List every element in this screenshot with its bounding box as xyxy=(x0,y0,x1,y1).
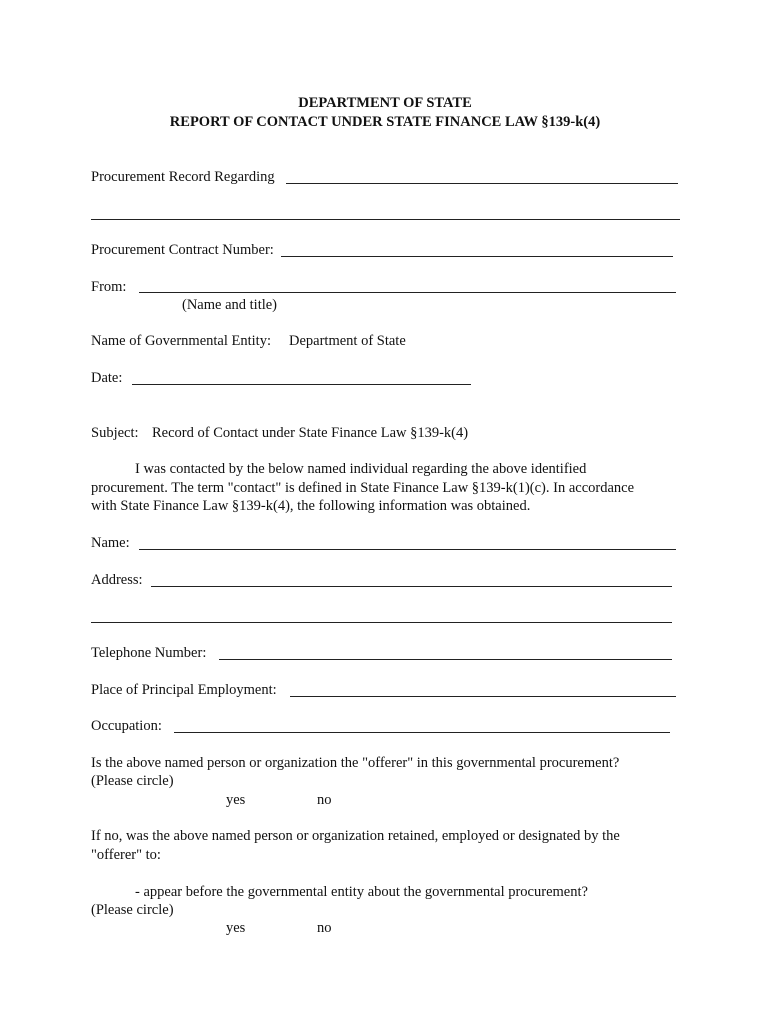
offerer-circle-instruction: (Please circle) xyxy=(91,773,174,789)
procurement-record-label: Procurement Record Regarding xyxy=(91,169,275,185)
offerer-question: Is the above named person or organization the "offerer" in this governmental procurement? xyxy=(91,755,620,771)
intro-paragraph xyxy=(91,460,681,516)
procurement-record-line[interactable] xyxy=(286,183,678,184)
address-label: Address: xyxy=(91,572,143,588)
subject-label: Subject: xyxy=(91,425,139,441)
retained-question: If no, was the above named person or organization retained, employed or designated by the xyxy=(91,828,620,844)
occupation-line[interactable] xyxy=(174,732,670,733)
date-label: Date: xyxy=(91,370,123,386)
offerer-no-option[interactable]: no xyxy=(317,792,332,808)
intro-line-1: I was contacted by the below named individual regarding the above identified xyxy=(135,461,587,477)
from-hint: (Name and title) xyxy=(182,297,278,313)
name-line[interactable] xyxy=(139,549,676,550)
intro-line-2: procurement. The term "contact" is defined in State Finance Law §139-k(1)(c). In accordance xyxy=(91,479,635,496)
retained-question-cont: "offerer" to: xyxy=(91,847,161,863)
name-label: Name: xyxy=(91,535,130,551)
appear-question: - appear before the governmental entity about the governmental procurement? xyxy=(135,884,588,900)
address-line-2[interactable] xyxy=(91,622,672,623)
from-label: From: xyxy=(91,279,127,295)
telephone-label: Telephone Number: xyxy=(91,645,207,661)
contract-number-label: Procurement Contract Number: xyxy=(91,242,274,258)
appear-yes-option[interactable]: yes xyxy=(226,920,246,936)
date-line[interactable] xyxy=(132,384,471,385)
appear-circle-instruction: (Please circle) xyxy=(91,902,174,918)
department-title: DEPARTMENT OF STATE xyxy=(298,95,472,111)
intro-line-3: with State Finance Law §139-k(4), the following information was obtained. xyxy=(91,498,531,514)
appear-no-option[interactable]: no xyxy=(317,920,332,936)
employment-line[interactable] xyxy=(290,696,676,697)
from-line[interactable] xyxy=(139,292,676,293)
entity-value: Department of State xyxy=(289,333,406,349)
subject-value: Record of Contact under State Finance Law §139-k(4) xyxy=(152,425,469,441)
procurement-record-line-2[interactable] xyxy=(91,219,680,220)
employment-label: Place of Principal Employment: xyxy=(91,682,277,698)
report-title: REPORT OF CONTACT UNDER STATE FINANCE LAW §139-k(4) xyxy=(169,114,601,130)
telephone-line[interactable] xyxy=(219,659,672,660)
occupation-label: Occupation: xyxy=(91,718,162,734)
offerer-yes-option[interactable]: yes xyxy=(226,792,246,808)
entity-label: Name of Governmental Entity: xyxy=(91,333,271,349)
contract-number-line[interactable] xyxy=(281,256,673,257)
address-line[interactable] xyxy=(151,586,672,587)
